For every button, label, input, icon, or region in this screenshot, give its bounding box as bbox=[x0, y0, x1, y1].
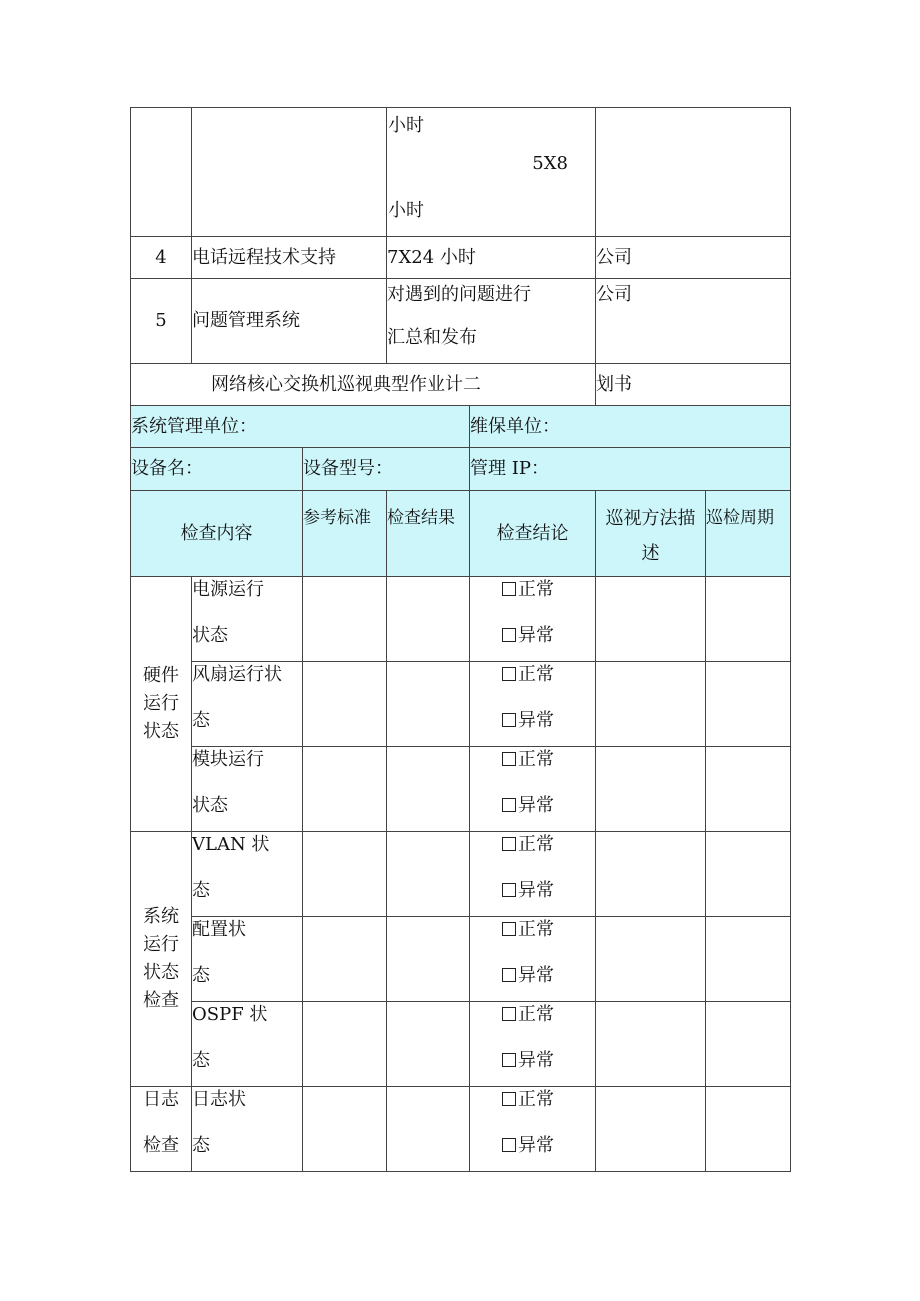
device-model-label: 设备型号： bbox=[303, 448, 470, 491]
header-result: 检查结果 bbox=[387, 491, 470, 577]
header-content: 检查内容 bbox=[131, 491, 303, 577]
group-text: 状态 bbox=[143, 962, 179, 983]
header-method bbox=[596, 491, 706, 577]
checkbox-abnormal[interactable] bbox=[502, 1052, 595, 1070]
item-vlan bbox=[192, 832, 303, 917]
table-row bbox=[131, 747, 791, 832]
method-cell bbox=[596, 577, 706, 662]
period-cell bbox=[706, 917, 791, 1002]
service-cell bbox=[387, 108, 596, 237]
item-text: 配置状 bbox=[192, 919, 246, 940]
checkbox-icon bbox=[502, 582, 516, 596]
group-text: 日志 bbox=[143, 1089, 179, 1110]
standard-cell bbox=[303, 1002, 387, 1087]
standard-cell bbox=[303, 662, 387, 747]
table-row bbox=[131, 917, 791, 1002]
maint-unit-label: 维保单位： bbox=[470, 406, 791, 448]
checkbox-normal[interactable] bbox=[502, 751, 595, 769]
group-text: 运行 bbox=[143, 693, 179, 715]
period-cell bbox=[706, 662, 791, 747]
standard-cell bbox=[303, 832, 387, 917]
conclusion-cell bbox=[470, 917, 596, 1002]
method-cell bbox=[596, 832, 706, 917]
table-row bbox=[131, 832, 791, 917]
item-ospf bbox=[192, 1002, 303, 1087]
standard-cell bbox=[303, 917, 387, 1002]
table-row bbox=[131, 577, 791, 662]
item-config bbox=[192, 917, 303, 1002]
provider: 公司 bbox=[596, 237, 791, 279]
checkbox-label: 异常 bbox=[518, 1135, 554, 1156]
form-row bbox=[131, 406, 791, 448]
header-row bbox=[131, 491, 791, 577]
item-name: 问题管理系统 bbox=[192, 279, 387, 364]
method-cell bbox=[596, 1087, 706, 1172]
table-row bbox=[131, 279, 791, 364]
method-cell bbox=[596, 662, 706, 747]
item-text: VLAN 状 bbox=[192, 834, 270, 855]
row-number: 5 bbox=[131, 279, 192, 364]
plan-title: 网络核心交换机巡视典型作业计二 bbox=[131, 364, 596, 406]
period-cell bbox=[706, 832, 791, 917]
checkbox-normal[interactable] bbox=[502, 836, 595, 854]
table-row bbox=[131, 364, 791, 406]
checkbox-label: 异常 bbox=[518, 710, 554, 731]
checkbox-label: 异常 bbox=[518, 880, 554, 901]
checkbox-icon bbox=[502, 968, 516, 982]
checkbox-abnormal[interactable] bbox=[502, 797, 595, 815]
item-cell bbox=[192, 108, 387, 237]
group-hardware bbox=[131, 577, 192, 832]
service-text: 汇总和发布 bbox=[387, 327, 477, 348]
group-text: 检查 bbox=[143, 989, 179, 1011]
result-cell bbox=[387, 747, 470, 832]
checkbox-abnormal[interactable] bbox=[502, 967, 595, 985]
checkbox-label: 正常 bbox=[518, 834, 554, 855]
item-text: 电源运行 bbox=[192, 579, 264, 600]
checkbox-label: 异常 bbox=[518, 625, 554, 646]
service-table bbox=[130, 107, 791, 406]
checkbox-icon bbox=[502, 922, 516, 936]
checkbox-icon bbox=[502, 798, 516, 812]
checkbox-abnormal[interactable] bbox=[502, 1137, 595, 1155]
service-text: 小时 bbox=[388, 115, 424, 136]
period-cell bbox=[706, 1087, 791, 1172]
checkbox-normal[interactable] bbox=[502, 666, 595, 684]
inspection-table bbox=[130, 405, 791, 1172]
period-cell bbox=[706, 1002, 791, 1087]
method-cell bbox=[596, 1002, 706, 1087]
result-cell bbox=[387, 577, 470, 662]
checkbox-normal[interactable] bbox=[502, 921, 595, 939]
group-text: 检查 bbox=[143, 1135, 179, 1156]
header-standard: 参考标准 bbox=[303, 491, 387, 577]
checkbox-icon bbox=[502, 1092, 516, 1106]
item-text: 风扇运行状 bbox=[192, 664, 282, 685]
checkbox-icon bbox=[502, 883, 516, 897]
checkbox-icon bbox=[502, 1053, 516, 1067]
checkbox-label: 异常 bbox=[518, 1050, 554, 1071]
service-text: 7X24 小时 bbox=[387, 237, 596, 279]
checkbox-label: 异常 bbox=[518, 795, 554, 816]
checkbox-abnormal[interactable] bbox=[502, 882, 595, 900]
item-fan bbox=[192, 662, 303, 747]
result-cell bbox=[387, 1087, 470, 1172]
checkbox-icon bbox=[502, 1138, 516, 1152]
table-row bbox=[131, 108, 791, 237]
checkbox-icon bbox=[502, 837, 516, 851]
group-text: 系统 bbox=[143, 906, 179, 928]
checkbox-label: 正常 bbox=[518, 1089, 554, 1110]
checkbox-icon bbox=[502, 628, 516, 642]
checkbox-normal[interactable] bbox=[502, 1091, 595, 1109]
item-module bbox=[192, 747, 303, 832]
item-text: OSPF 状 bbox=[192, 1004, 268, 1025]
checkbox-normal[interactable] bbox=[502, 1006, 595, 1024]
service-text: 5X8 bbox=[532, 153, 568, 174]
method-cell bbox=[596, 917, 706, 1002]
service-cell bbox=[387, 279, 596, 364]
mgmt-unit-label: 系统管理单位： bbox=[131, 406, 470, 448]
item-text: 态 bbox=[192, 965, 210, 986]
checkbox-abnormal[interactable] bbox=[502, 627, 595, 645]
conclusion-cell bbox=[470, 1087, 596, 1172]
conclusion-cell bbox=[470, 747, 596, 832]
conclusion-cell bbox=[470, 832, 596, 917]
table-row bbox=[131, 237, 791, 279]
standard-cell bbox=[303, 747, 387, 832]
standard-cell bbox=[303, 1087, 387, 1172]
group-text: 硬件 bbox=[143, 665, 179, 687]
item-text: 日志状 bbox=[192, 1089, 246, 1110]
checkbox-icon bbox=[502, 667, 516, 681]
num-cell bbox=[131, 108, 192, 237]
provider: 公司 bbox=[596, 279, 791, 364]
period-cell bbox=[706, 577, 791, 662]
conclusion-cell bbox=[470, 577, 596, 662]
checkbox-icon bbox=[502, 713, 516, 727]
checkbox-normal[interactable] bbox=[502, 581, 595, 599]
checkbox-label: 正常 bbox=[518, 749, 554, 770]
item-text: 态 bbox=[192, 710, 210, 731]
checkbox-label: 正常 bbox=[518, 919, 554, 940]
service-text: 对遇到的问题进行 bbox=[387, 284, 531, 305]
table-row bbox=[131, 1087, 791, 1172]
device-name-label: 设备名： bbox=[131, 448, 303, 491]
provider-cell bbox=[596, 108, 791, 237]
result-cell bbox=[387, 917, 470, 1002]
item-text: 态 bbox=[192, 1135, 210, 1156]
item-text: 状态 bbox=[192, 795, 228, 816]
checkbox-label: 正常 bbox=[518, 664, 554, 685]
period-cell bbox=[706, 747, 791, 832]
group-system bbox=[131, 832, 192, 1087]
item-text: 状态 bbox=[192, 625, 228, 646]
header-method-text: 述 bbox=[641, 543, 660, 564]
group-log bbox=[131, 1087, 192, 1172]
plan-title-suffix: 划书 bbox=[596, 364, 791, 406]
standard-cell bbox=[303, 577, 387, 662]
service-text: 小时 bbox=[388, 200, 424, 221]
item-text: 模块运行 bbox=[192, 749, 264, 770]
checkbox-label: 正常 bbox=[518, 1004, 554, 1025]
group-text: 状态 bbox=[143, 720, 179, 742]
form-row bbox=[131, 448, 791, 491]
checkbox-abnormal[interactable] bbox=[502, 712, 595, 730]
header-period: 巡检周期 bbox=[706, 491, 791, 577]
conclusion-cell bbox=[470, 1002, 596, 1087]
header-conclusion: 检查结论 bbox=[470, 491, 596, 577]
conclusion-cell bbox=[470, 662, 596, 747]
item-log bbox=[192, 1087, 303, 1172]
checkbox-label: 正常 bbox=[518, 579, 554, 600]
method-cell bbox=[596, 747, 706, 832]
item-text: 态 bbox=[192, 1050, 210, 1071]
mgmt-ip-label: 管理 IP： bbox=[470, 448, 791, 491]
result-cell bbox=[387, 832, 470, 917]
result-cell bbox=[387, 662, 470, 747]
row-number: 4 bbox=[131, 237, 192, 279]
checkbox-icon bbox=[502, 752, 516, 766]
group-text: 运行 bbox=[143, 934, 179, 956]
item-text: 态 bbox=[192, 880, 210, 901]
checkbox-icon bbox=[502, 1007, 516, 1021]
result-cell bbox=[387, 1002, 470, 1087]
item-name: 电话远程技术支持 bbox=[192, 237, 387, 279]
item-power bbox=[192, 577, 303, 662]
table-row bbox=[131, 1002, 791, 1087]
header-method-text: 巡视方法描 bbox=[605, 508, 696, 529]
table-row bbox=[131, 662, 791, 747]
checkbox-label: 异常 bbox=[518, 965, 554, 986]
